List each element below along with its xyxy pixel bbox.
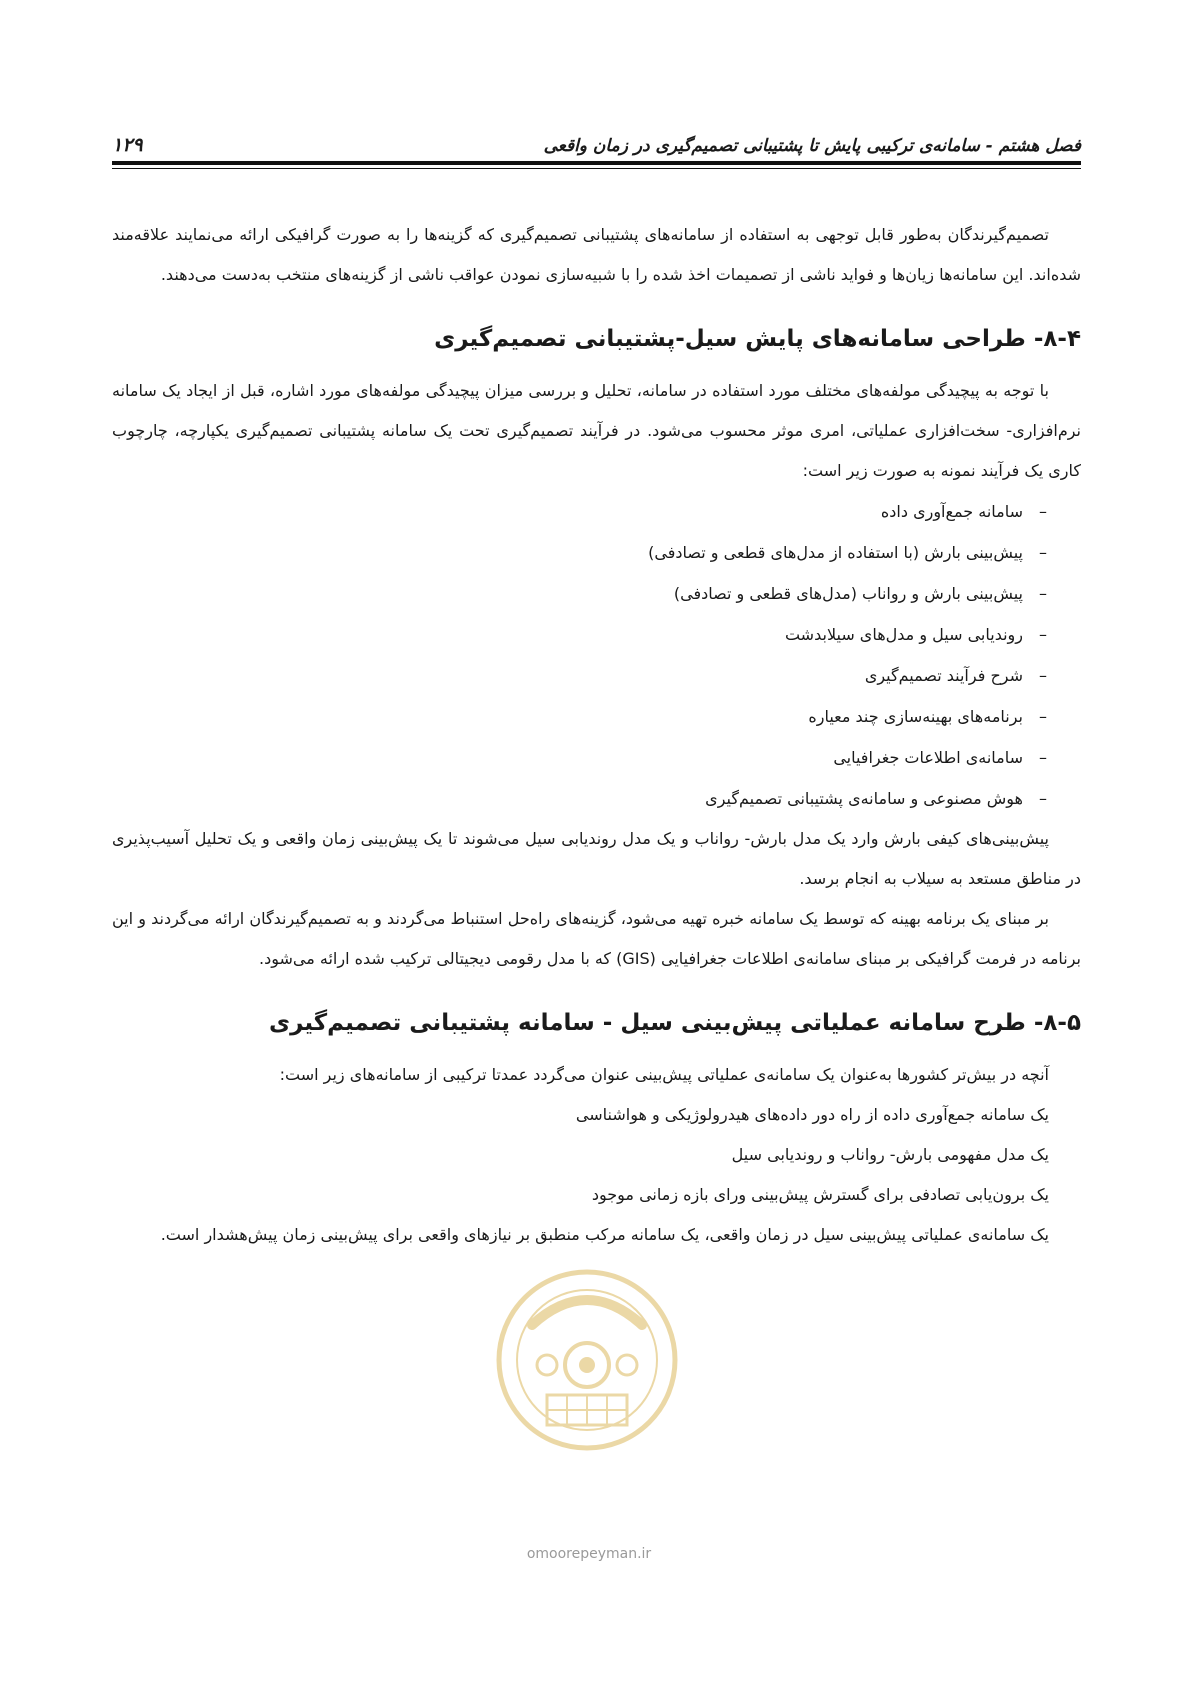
section-4-paragraph-1: با توجه به پیچیدگی مولفه‌های مختلف مورد استفاده در سامانه، تحلیل و بررسی میزان پیچیدگی مولفه‌های مورد اشاره، قبل از ایجاد یک سامانه نرم‌افزاری- سخت‌افزاری عملیاتی، امری موثر محسوب می‌شود. در فرآیند تصمیم‌گیری تحت یک سامانه پشتیبانی تصمیم‌گیری یکپارچه، چارچوب کاری یک فرآیند نمونه به صورت زیر است: [112, 381, 1081, 480]
list-item: – پیش‌بینی بارش و رواناب (مدل‌های قطعی و تصادفی) [112, 573, 1049, 614]
section-5-line: آنچه در بیش‌تر کشورها به‌عنوان یک سامانه‌ی عملیاتی پیش‌بینی عنوان می‌گردد عمدتا ترکیبی از سامانه‌های زیر است: [279, 1065, 1049, 1084]
section-4-paragraph-3: بر مبنای یک برنامه بهینه که توسط یک سامانه خبره تهیه می‌شود، گزینه‌های راه‌حل استنباط می‌گردند و به تصمیم‌گیرندگان ارائه می‌گردند و این برنامه در فرمت گرافیکی بر مبنای سامانه‌ی اطلاعات جغرافیایی (GIS) که با مدل رقومی دیجیتالی ترکیب شده ارائه می‌شود. [112, 909, 1081, 968]
section-heading-8-5: ۸-۵- طرح سامانه عملیاتی پیش‌بینی سیل - سامانه پشتیبانی تصمیم‌گیری [268, 1010, 1081, 1036]
list-item: – سامانه جمع‌آوری داده [112, 491, 1049, 532]
body-content [112, 215, 1081, 1255]
list-item: – شرح فرآیند تصمیم‌گیری [112, 655, 1049, 696]
page-number: ۱۲۹ [112, 134, 143, 156]
section-heading-8-4: ۸-۴- طراحی سامانه‌های پایش سیل-پشتیبانی تصمیم‌گیری [434, 326, 1081, 352]
running-header [112, 122, 1081, 156]
seal-watermark-icon [492, 1255, 682, 1465]
section-5-body [112, 1055, 1081, 1255]
framework-list [112, 491, 1081, 819]
dash-bullet-icon: – [1039, 625, 1047, 644]
list-item: – برنامه‌های بهینه‌سازی چند معیاره [112, 696, 1049, 737]
dash-bullet-icon: – [1039, 666, 1047, 685]
dash-bullet-icon: – [1039, 543, 1047, 562]
section-5-line: یک مدل مفهومی بارش- رواناب و روندیابی سیل [731, 1145, 1049, 1164]
watermark-url: omoorepeyman.ir [526, 1546, 652, 1562]
section-4-paragraph-2: پیش‌بینی‌های کیفی بارش وارد یک مدل بارش- رواناب و یک مدل روندیابی سیل می‌شوند تا یک پیش‌بینی زمان واقعی و یک تحلیل آسیب‌پذیری در مناطق مستعد به سیلاب به انجام برسد. [112, 829, 1081, 888]
dash-bullet-icon: – [1039, 748, 1047, 767]
dash-bullet-icon: – [1039, 502, 1047, 521]
dash-bullet-icon: – [1039, 707, 1047, 726]
header-rule-thin [112, 168, 1081, 169]
chapter-title: فصل هشتم - سامانه‌ی ترکیبی پایش تا پشتیبانی تصمیم‌گیری در زمان واقعی [543, 136, 1081, 156]
list-item: – پیش‌بینی بارش (با استفاده از مدل‌های قطعی و تصادفی) [112, 532, 1049, 573]
section-5-last-paragraph: یک سامانه‌ی عملیاتی پیش‌بینی سیل در زمان واقعی، یک سامانه مرکب منطبق بر نیازهای واقعی برای پیش‌بینی زمان پیش‌هشدار است. [160, 1225, 1049, 1244]
list-item: – روندیابی سیل و مدل‌های سیلابدشت [112, 614, 1049, 655]
dash-bullet-icon: – [1039, 789, 1047, 808]
section-5-line: یک سامانه جمع‌آوری داده از راه دور داده‌های هیدرولوژیکی و هواشناسی [575, 1105, 1049, 1124]
list-item: – هوش مصنوعی و سامانه‌ی پشتیبانی تصمیم‌گیری [112, 778, 1049, 819]
intro-paragraph: تصمیم‌گیرندگان به‌طور قابل توجهی به استفاده از سامانه‌های پشتیبانی تصمیم‌گیری که گزینه‌ها را به صورت گرافیکی ارائه می‌نمایند علاقه‌مند شده‌اند. این سامانه‌ها زیان‌ها و فواید ناشی از تصمیمات اخذ شده را با شبیه‌سازی نمودن عواقب ناشی از گزینه‌های منتخب به‌دست می‌دهند. [112, 225, 1081, 284]
header-rule-thick [112, 161, 1081, 165]
list-item: – سامانه‌ی اطلاعات جغرافیایی [112, 737, 1049, 778]
dash-bullet-icon: – [1039, 584, 1047, 603]
section-5-line: یک برون‌یابی تصادفی برای گسترش پیش‌بینی ورای بازه زمانی موجود [591, 1185, 1049, 1204]
